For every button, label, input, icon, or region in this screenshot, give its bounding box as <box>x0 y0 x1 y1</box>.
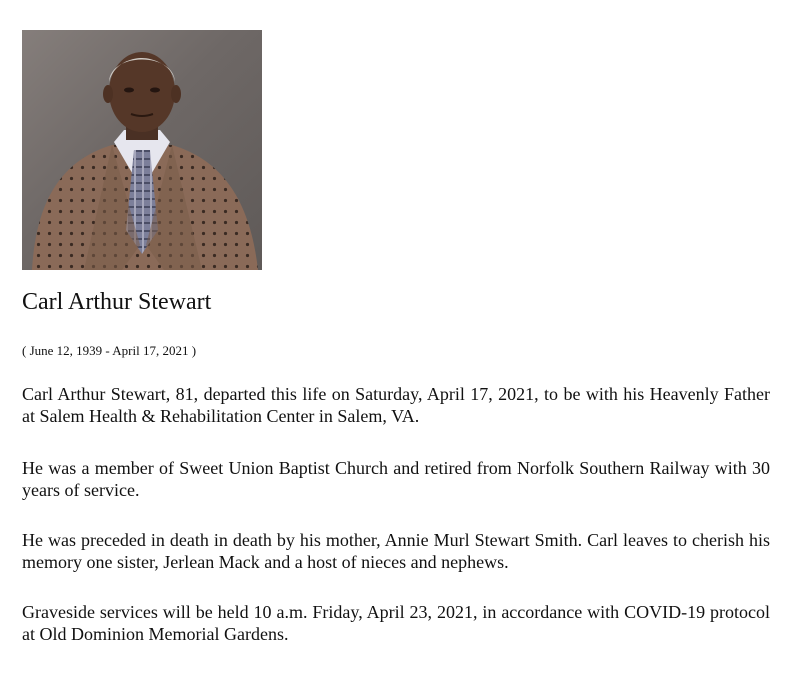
obituary-paragraph: He was a member of Sweet Union Baptist Church and retired from Norfolk Southern Railway with 30 years of service. <box>22 458 770 500</box>
life-dates: ( June 12, 1939 - April 17, 2021 ) <box>22 343 197 358</box>
portrait-illustration <box>22 30 262 270</box>
deceased-name: Carl Arthur Stewart <box>22 289 212 315</box>
portrait-photo <box>22 30 262 270</box>
obituary-paragraph: Graveside services will be held 10 a.m. Friday, April 23, 2021, in accordance with COVID-19 protocol at Old Dominion Memorial Gardens. <box>22 602 770 644</box>
obituary-paragraph: Carl Arthur Stewart, 81, departed this life on Saturday, April 17, 2021, to be with his Heavenly Father at Salem Health & Rehabilitation Center in Salem, VA. <box>22 384 770 426</box>
obituary-paragraph: He was preceded in death in death by his mother, Annie Murl Stewart Smith. Carl leaves to cherish his memory one sister, Jerlean Mack and a host of nieces and nephews. <box>22 530 770 572</box>
